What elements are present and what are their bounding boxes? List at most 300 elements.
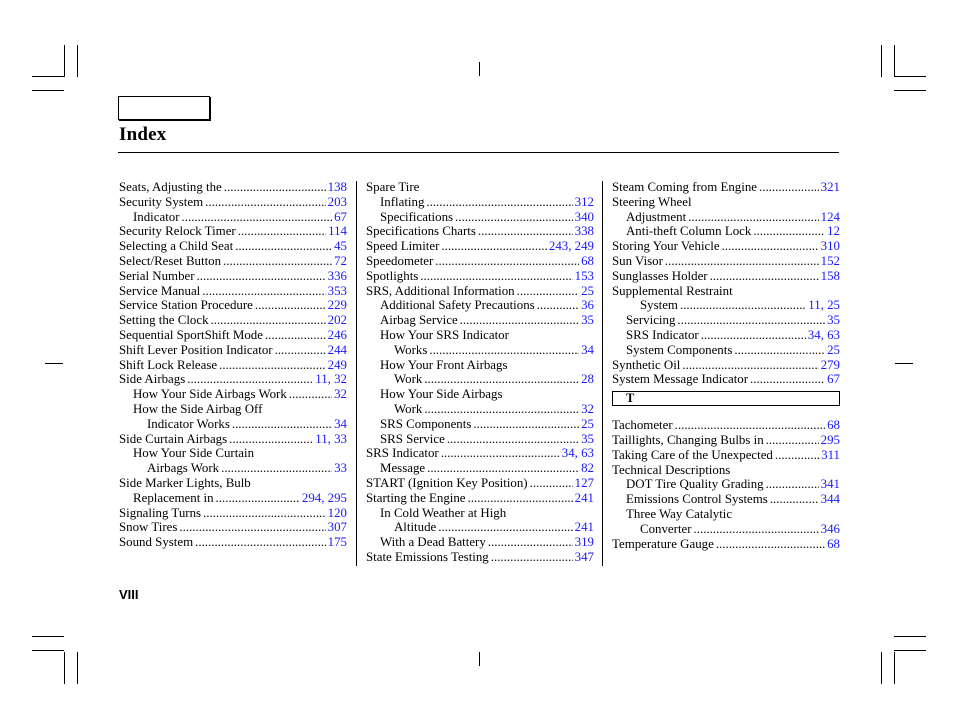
- entry-label: System Message Indicator: [612, 372, 749, 387]
- index-entry: [612, 269, 840, 284]
- entry-label: Three Way Catalytic: [626, 506, 733, 521]
- crop-mark: [32, 636, 64, 637]
- entry-label: Tachometer: [612, 418, 673, 433]
- page-link[interactable]: 34, 63: [561, 446, 594, 461]
- entry-label: Steering Wheel: [612, 194, 692, 209]
- index-entry: [119, 461, 347, 476]
- entry-label: Specifications: [380, 209, 454, 224]
- page-link[interactable]: 35: [581, 431, 594, 446]
- index-entry: [366, 313, 594, 328]
- page-link[interactable]: 203: [327, 194, 347, 209]
- index-entry: [119, 180, 347, 195]
- crop-mark: [77, 45, 78, 77]
- entry-label: START (Ignition Key Position): [366, 475, 528, 490]
- index-entry: [119, 372, 347, 387]
- index-entry: [366, 461, 594, 476]
- entry-label: Replacement in: [133, 490, 214, 505]
- page-link[interactable]: 319: [574, 535, 594, 550]
- page-link[interactable]: 35: [827, 313, 840, 328]
- index-entry: [366, 506, 594, 521]
- index-column-3: [612, 180, 840, 551]
- page-link[interactable]: 32: [581, 401, 594, 416]
- page-link[interactable]: 310: [820, 239, 840, 254]
- entry-label: Altitude: [394, 520, 437, 535]
- entry-label: Indicator: [133, 209, 180, 224]
- page-link[interactable]: 241: [574, 520, 594, 535]
- dot-leader: [424, 402, 579, 417]
- dot-leader: [441, 446, 560, 461]
- dot-leader: [488, 535, 573, 550]
- entry-label: Steam Coming from Engine: [612, 180, 758, 194]
- entry-label: Indicator Works: [147, 416, 230, 431]
- entry-label: How Your SRS Indicator: [380, 327, 509, 342]
- entry-label: Work: [394, 401, 423, 416]
- dot-leader: [187, 372, 313, 387]
- index-entry: [119, 476, 347, 491]
- index-entry: [612, 448, 840, 463]
- entry-label: Speedometer: [366, 253, 434, 268]
- entry-label: Security System: [119, 194, 204, 209]
- dot-leader: [455, 210, 573, 225]
- entry-label: Snow Tires: [119, 520, 178, 535]
- index-entry: [366, 550, 594, 565]
- page-link[interactable]: 294, 295: [301, 490, 347, 505]
- entry-label: In Cold Weather at High: [380, 505, 507, 520]
- entry-label: Additional Safety Precautions: [380, 298, 535, 313]
- dot-leader: [441, 239, 546, 254]
- crop-mark: [45, 363, 63, 364]
- page-link[interactable]: 35: [581, 313, 594, 328]
- index-entry: [612, 492, 840, 507]
- dot-leader: [211, 313, 326, 328]
- page-link[interactable]: 341: [820, 477, 840, 492]
- page-link[interactable]: 347: [574, 549, 594, 564]
- index-entry: [366, 254, 594, 269]
- index-entry: [119, 224, 347, 239]
- index-entry: [612, 522, 840, 537]
- entry-label: Work: [394, 372, 423, 387]
- dot-leader: [197, 269, 326, 284]
- page-link[interactable]: 67: [334, 209, 347, 224]
- crop-mark: [64, 45, 65, 77]
- entry-label: Temperature Gauge: [612, 536, 714, 551]
- index-entry: [366, 520, 594, 535]
- dot-leader: [677, 313, 825, 328]
- page-link[interactable]: 340: [574, 209, 594, 224]
- entry-label: Works: [394, 342, 428, 357]
- dot-leader: [424, 372, 579, 387]
- entry-label: Setting the Clock: [119, 313, 209, 328]
- crop-mark: [77, 652, 78, 684]
- page-link[interactable]: 244: [327, 342, 347, 357]
- index-entry: [366, 535, 594, 550]
- entry-label: Airbags Work: [147, 461, 220, 476]
- index-entry: [119, 313, 347, 328]
- index-entry: [612, 328, 840, 343]
- entry-label: Supplemental Restraint: [612, 283, 733, 298]
- entry-label: Shift Lever Position Indicator: [119, 342, 273, 357]
- crop-mark: [881, 45, 882, 77]
- page-link[interactable]: 11, 25: [808, 298, 840, 313]
- entry-label: Side Airbags: [119, 372, 186, 387]
- index-entry: [612, 418, 840, 433]
- dot-leader: [766, 477, 819, 492]
- entry-label: Message: [380, 461, 426, 476]
- dot-leader: [447, 432, 579, 447]
- page-link[interactable]: 32: [334, 387, 347, 402]
- entry-label: Sound System: [119, 535, 194, 550]
- index-entry: [612, 343, 840, 358]
- index-entry: [612, 224, 840, 239]
- dot-leader: [722, 239, 819, 254]
- dot-leader: [750, 372, 825, 387]
- page-link[interactable]: 307: [327, 520, 347, 535]
- index-entry: [119, 535, 347, 550]
- index-entry: [612, 254, 840, 269]
- index-column-2: [366, 180, 594, 565]
- entry-label: Converter: [640, 521, 692, 536]
- entry-label: Security Relock Timer: [119, 224, 236, 239]
- page-link[interactable]: 202: [327, 313, 347, 328]
- crop-mark: [894, 650, 926, 651]
- dot-leader: [255, 298, 326, 313]
- index-entry: [366, 210, 594, 225]
- index-entry: [366, 343, 594, 358]
- page-link[interactable]: 34: [581, 342, 594, 357]
- crop-mark: [32, 650, 64, 651]
- index-entry: [119, 343, 347, 358]
- page-link[interactable]: 33: [334, 461, 347, 476]
- page-link[interactable]: 12: [827, 224, 840, 239]
- entry-label: Specifications Charts: [366, 224, 476, 239]
- dot-leader: [420, 269, 572, 284]
- index-entry: [366, 284, 594, 299]
- dot-leader: [265, 328, 326, 343]
- title-divider: [118, 152, 839, 153]
- index-entry: [366, 446, 594, 461]
- crop-mark: [894, 90, 926, 91]
- entry-label: Adjustment: [626, 209, 687, 224]
- page-link[interactable]: 311: [821, 447, 840, 462]
- dot-leader: [235, 239, 332, 254]
- index-entry: [612, 210, 840, 225]
- index-entry: [119, 210, 347, 225]
- entry-label: Inflating: [380, 194, 425, 209]
- index-entry: [119, 432, 347, 447]
- dot-leader: [221, 461, 332, 476]
- index-entry: [612, 372, 840, 387]
- index-entry: [612, 477, 840, 492]
- entry-label: Serial Number: [119, 268, 195, 283]
- dot-leader: [195, 535, 326, 550]
- crop-mark: [894, 636, 926, 637]
- index-entry: [612, 463, 840, 478]
- index-entry: [366, 372, 594, 387]
- entry-label: Servicing: [626, 313, 676, 328]
- index-entry: [119, 298, 347, 313]
- dot-leader: [770, 492, 819, 507]
- page-link[interactable]: 153: [574, 268, 594, 283]
- crop-mark: [895, 363, 913, 364]
- dot-leader: [682, 358, 818, 373]
- entry-label: How the Side Airbag Off: [133, 401, 263, 416]
- entry-label: Taillights, Changing Bulbs in: [612, 432, 764, 447]
- entry-label: Service Manual: [119, 283, 201, 298]
- entry-label: Synthetic Oil: [612, 357, 681, 372]
- crop-mark: [479, 652, 480, 666]
- page-link[interactable]: 158: [820, 268, 840, 283]
- dot-leader: [775, 448, 819, 463]
- page-link[interactable]: 34: [334, 416, 347, 431]
- index-entry: [612, 507, 840, 522]
- entry-label: Shift Lock Release: [119, 357, 218, 372]
- dot-leader: [224, 180, 326, 195]
- dot-leader: [716, 537, 825, 552]
- entry-label: Emissions Control Systems: [626, 492, 768, 507]
- page-link[interactable]: 127: [574, 475, 594, 490]
- entry-label: Technical Descriptions: [612, 462, 731, 477]
- page-link[interactable]: 120: [327, 505, 347, 520]
- page-link[interactable]: 138: [327, 180, 347, 194]
- page-link[interactable]: 175: [327, 535, 347, 550]
- dot-leader: [734, 343, 825, 358]
- index-entry: [119, 328, 347, 343]
- crop-mark: [479, 62, 480, 76]
- crop-mark: [894, 652, 895, 684]
- entry-label: Storing Your Vehicle: [612, 239, 720, 254]
- entry-label: Sunglasses Holder: [612, 268, 708, 283]
- dot-leader: [491, 550, 573, 565]
- index-entry: [119, 254, 347, 269]
- index-entry: [612, 180, 840, 195]
- dot-leader: [759, 180, 819, 195]
- dot-leader: [205, 195, 326, 210]
- dot-leader: [710, 269, 819, 284]
- entry-label: Speed Limiter: [366, 239, 440, 254]
- header-tab-box: [118, 96, 210, 120]
- page-link[interactable]: 36: [581, 298, 594, 313]
- entry-label: Selecting a Child Seat: [119, 239, 234, 254]
- page-link[interactable]: 25: [827, 342, 840, 357]
- index-entry: [366, 328, 594, 343]
- page-link[interactable]: 67: [827, 372, 840, 387]
- entry-label: How Your Side Airbags: [380, 387, 503, 402]
- index-entry: [366, 358, 594, 373]
- index-entry: [119, 284, 347, 299]
- page-link[interactable]: 68: [827, 418, 840, 433]
- dot-leader: [665, 254, 819, 269]
- dot-leader: [179, 520, 325, 535]
- dot-leader: [223, 254, 332, 269]
- dot-leader: [429, 343, 579, 358]
- index-entry: [366, 180, 594, 195]
- index-entry: [366, 195, 594, 210]
- entry-label: Spotlights: [366, 268, 419, 283]
- entry-label: SRS Indicator: [366, 446, 439, 461]
- entry-label: How Your Side Curtain: [133, 446, 255, 461]
- index-entry: [366, 417, 594, 432]
- section-letter-header: T: [612, 391, 840, 406]
- entry-label: Seats, Adjusting the: [119, 180, 222, 194]
- entry-label: Service Station Procedure: [119, 298, 253, 313]
- page-link[interactable]: 338: [574, 224, 594, 239]
- dot-leader: [203, 506, 326, 521]
- entry-label: DOT Tire Quality Grading: [626, 477, 764, 492]
- page-link[interactable]: 295: [820, 432, 840, 447]
- crop-mark: [32, 76, 64, 77]
- page-link[interactable]: 82: [581, 461, 594, 476]
- page-link[interactable]: 312: [574, 194, 594, 209]
- dot-leader: [753, 224, 825, 239]
- entry-label: Airbag Service: [380, 313, 458, 328]
- dot-leader: [289, 387, 332, 402]
- dot-leader: [232, 417, 332, 432]
- dot-leader: [468, 491, 573, 506]
- dot-leader: [473, 417, 579, 432]
- index-entry: [612, 358, 840, 373]
- crop-mark: [881, 652, 882, 684]
- column-divider: [356, 181, 357, 566]
- page-number: VIII: [119, 587, 139, 602]
- index-entry: [119, 387, 347, 402]
- page-link[interactable]: 68: [581, 253, 594, 268]
- dot-leader: [537, 298, 579, 313]
- entry-label: SRS Components: [380, 416, 472, 431]
- entry-label: Spare Tire: [366, 180, 420, 194]
- dot-leader: [478, 224, 573, 239]
- column-divider: [602, 181, 603, 566]
- index-entry: [366, 269, 594, 284]
- index-entry: [366, 298, 594, 313]
- page-link[interactable]: 11, 32: [315, 372, 347, 387]
- entry-label: Select/Reset Button: [119, 253, 222, 268]
- index-entry: [366, 402, 594, 417]
- page-link[interactable]: 45: [334, 239, 347, 254]
- page-link[interactable]: 68: [827, 536, 840, 551]
- dot-leader: [275, 343, 326, 358]
- dot-leader: [182, 210, 333, 225]
- index-entry: [119, 269, 347, 284]
- index-entry: [119, 491, 347, 506]
- entry-label: SRS Indicator: [626, 327, 699, 342]
- dot-leader: [701, 328, 806, 343]
- page-link[interactable]: 25: [581, 416, 594, 431]
- page-link[interactable]: 249: [327, 357, 347, 372]
- page-link[interactable]: 346: [820, 521, 840, 536]
- entry-label: State Emissions Testing: [366, 549, 489, 564]
- page-link[interactable]: 336: [327, 268, 347, 283]
- entry-label: Anti-theft Column Lock: [626, 224, 752, 239]
- dot-leader: [517, 284, 580, 299]
- dot-leader: [530, 476, 573, 491]
- index-entry: [612, 298, 840, 313]
- page-link[interactable]: 11, 33: [315, 431, 347, 446]
- page-link[interactable]: 344: [820, 492, 840, 507]
- entry-label: Side Curtain Airbags: [119, 431, 228, 446]
- entry-label: Side Marker Lights, Bulb: [119, 475, 251, 490]
- entry-label: SRS, Additional Information: [366, 283, 515, 298]
- entry-label: Signaling Turns: [119, 505, 202, 520]
- page-link[interactable]: 246: [327, 327, 347, 342]
- page-link[interactable]: 279: [820, 357, 840, 372]
- dot-leader: [216, 491, 300, 506]
- dot-leader: [219, 358, 326, 373]
- dot-leader: [766, 433, 819, 448]
- page-link[interactable]: 152: [820, 253, 840, 268]
- index-entry: [366, 387, 594, 402]
- index-entry: [119, 402, 347, 417]
- dot-leader: [238, 224, 326, 239]
- index-entry: [119, 358, 347, 373]
- dot-leader: [202, 284, 325, 299]
- dot-leader: [438, 520, 572, 535]
- page-link[interactable]: 72: [334, 253, 347, 268]
- dot-leader: [688, 210, 819, 225]
- index-entry: [119, 446, 347, 461]
- index-entry: [612, 537, 840, 552]
- entry-label: Taking Care of the Unexpected: [612, 447, 773, 462]
- entry-label: SRS Service: [380, 431, 445, 446]
- page-link[interactable]: 241: [574, 490, 594, 505]
- page-link[interactable]: 25: [581, 283, 594, 298]
- crop-mark: [894, 76, 926, 77]
- dot-leader: [229, 432, 313, 447]
- index-entry: [119, 417, 347, 432]
- page-link[interactable]: 321: [820, 180, 840, 194]
- dot-leader: [675, 418, 825, 433]
- dot-leader: [435, 254, 579, 269]
- page-title: Index: [119, 124, 167, 145]
- page-link[interactable]: 114: [328, 224, 347, 239]
- index-entry: [612, 239, 840, 254]
- index-entry: [612, 433, 840, 448]
- dot-leader: [694, 522, 819, 537]
- page-link[interactable]: 34, 63: [807, 327, 840, 342]
- index-entry: [612, 313, 840, 328]
- crop-mark: [64, 652, 65, 684]
- page-link[interactable]: 124: [820, 209, 840, 224]
- index-entry: [366, 432, 594, 447]
- entry-label: Sun Visor: [612, 253, 663, 268]
- page-link[interactable]: 28: [581, 372, 594, 387]
- entry-label: Sequential SportShift Mode: [119, 327, 263, 342]
- index-entry: [119, 239, 347, 254]
- index-entry: [366, 239, 594, 254]
- entry-label: System: [640, 298, 678, 313]
- entry-label: System Components: [626, 342, 733, 357]
- index-entry: [612, 284, 840, 299]
- page-link[interactable]: 353: [327, 283, 347, 298]
- dot-leader: [680, 298, 806, 313]
- entry-label: How Your Side Airbags Work: [133, 387, 287, 402]
- entry-label: With a Dead Battery: [380, 535, 486, 550]
- dot-leader: [460, 313, 579, 328]
- entry-label: Starting the Engine: [366, 490, 466, 505]
- crop-mark: [894, 45, 895, 77]
- index-entry: [119, 520, 347, 535]
- index-entry: [366, 224, 594, 239]
- entry-label: How Your Front Airbags: [380, 357, 508, 372]
- page-link[interactable]: 229: [327, 298, 347, 313]
- index-entry: [612, 195, 840, 210]
- index-entry: [366, 491, 594, 506]
- index-entry: [119, 506, 347, 521]
- index-column-1: [119, 180, 347, 550]
- crop-mark: [32, 90, 64, 91]
- dot-leader: [426, 195, 572, 210]
- dot-leader: [427, 461, 579, 476]
- page-link[interactable]: 243, 249: [548, 239, 594, 254]
